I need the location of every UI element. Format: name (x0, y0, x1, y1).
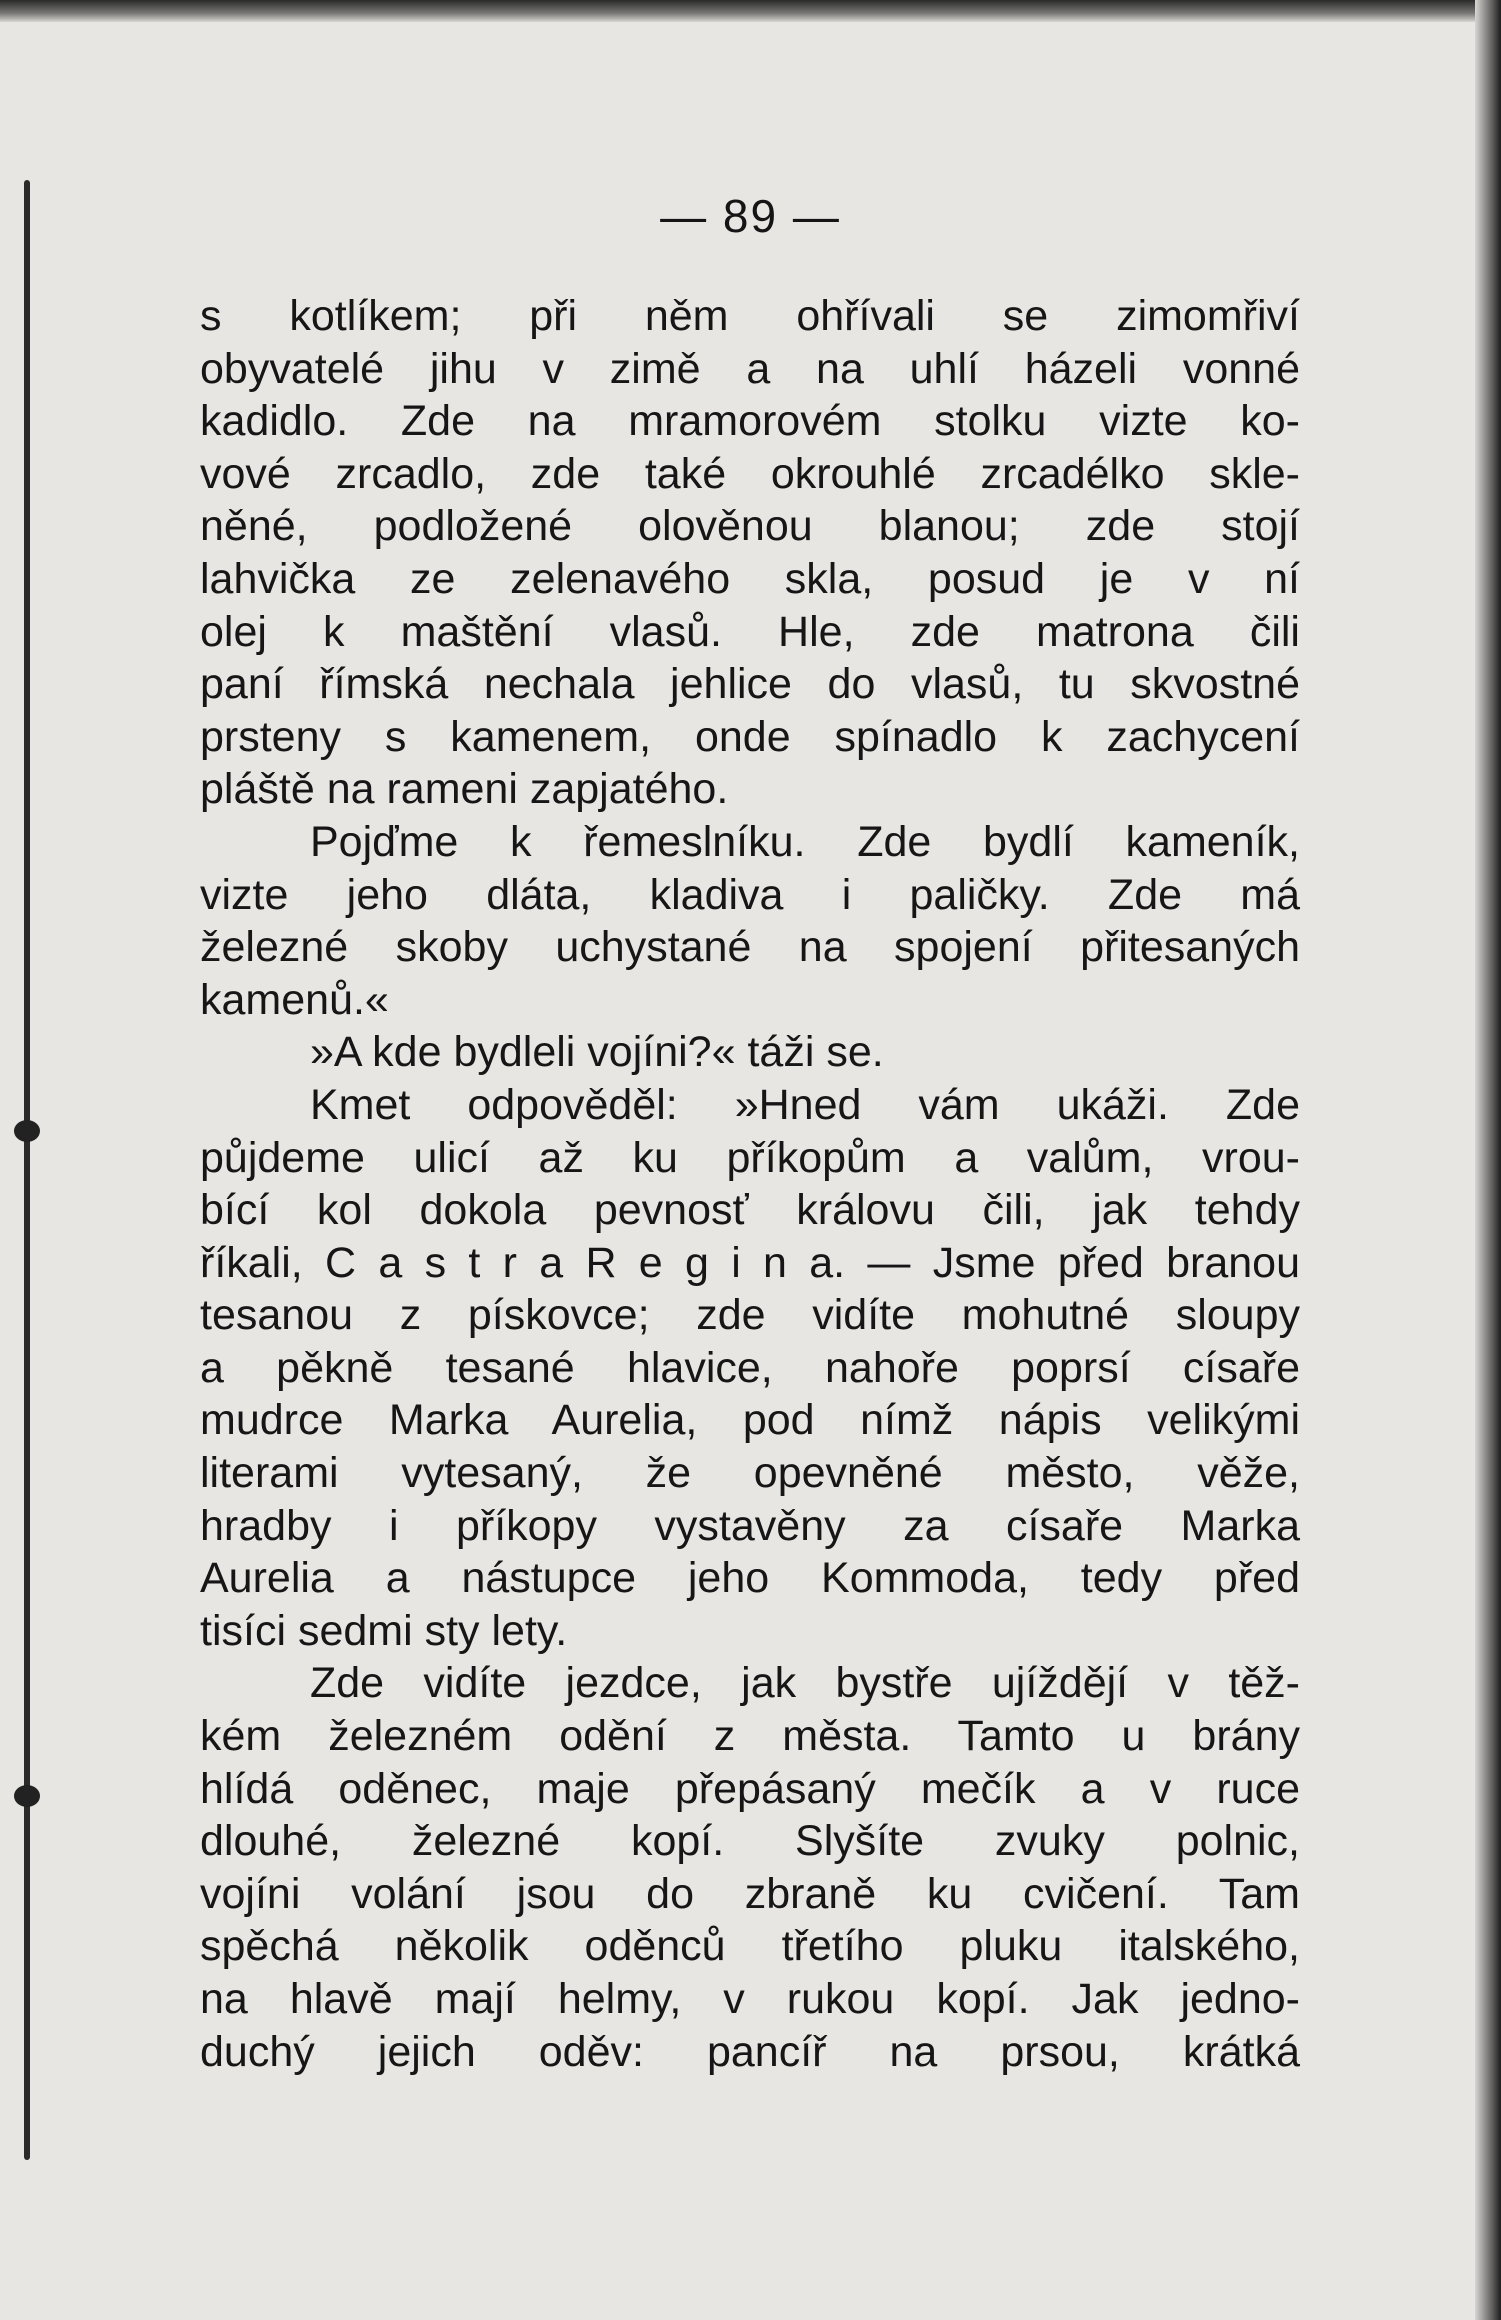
text-line: mudrce Marka Aurelia, pod nímž nápis velikými (200, 1396, 1300, 1445)
text-line: Zde vidíte jezdce, jak bystře ujíždějí v těž- (310, 1659, 1300, 1708)
body-text (200, 290, 1300, 2078)
text-line: literami vytesaný, že opevněné město, věže, (200, 1449, 1300, 1498)
text-line: půjdeme ulicí až ku příkopům a valům, vrou- (200, 1133, 1300, 1182)
text-line: něné, podložené olověnou blanou; zde stojí (200, 502, 1300, 551)
text-line: Kmet odpověděl: »Hned vám ukáži. Zde (310, 1080, 1300, 1129)
text-line: »A kde bydleli vojíni?« táži se. (310, 1028, 884, 1077)
page-number: — 89 — (660, 190, 841, 242)
binding-dot (14, 1785, 40, 1807)
text-line: spěchá několik oděnců třetího pluku italského, (200, 1922, 1300, 1971)
text-line: lahvička ze zelenavého skla, posud je v ní (200, 554, 1300, 603)
text-line: paní římská nechala jehlice do vlasů, tu skvostné (200, 660, 1300, 709)
text-line: tisíci sedmi sty lety. (200, 1606, 568, 1655)
text-line: kamenů.« (200, 975, 389, 1024)
binding-dot (14, 1120, 40, 1142)
text-line: Pojďme k řemeslníku. Zde bydlí kameník, (310, 817, 1300, 866)
text-line: bící kol dokola pevnosť královu čili, jak tehdy (200, 1186, 1300, 1235)
text-line: pláště na rameni zapjatého. (200, 765, 729, 814)
text-line: Aurelia a nástupce jeho Kommoda, tedy před (200, 1554, 1300, 1603)
page-right-edge (1475, 0, 1501, 2320)
text-line: říkali, C a s t r a R e g i n a. — Jsme před branou (200, 1238, 1300, 1287)
text-line: duchý jejich oděv: pancíř na prsou, krátká (200, 2027, 1300, 2076)
text-line: tesanou z pískovce; zde vidíte mohutné sloupy (200, 1291, 1300, 1340)
text-line: hradby i příkopy vystavěny za císaře Marka (200, 1501, 1300, 1550)
text-line: olej k maštění vlasů. Hle, zde matrona čili (200, 607, 1300, 656)
text-line: a pěkně tesané hlavice, nahoře poprsí císaře (200, 1343, 1300, 1392)
text-line: obyvatelé jihu v zimě a na uhlí házeli vonné (200, 344, 1300, 393)
text-line: kadidlo. Zde na mramorovém stolku vizte ko- (200, 397, 1300, 446)
text-line: železné skoby uchystané na spojení přitesaných (200, 923, 1300, 972)
text-line: prsteny s kamenem, onde spínadlo k zachycení (200, 712, 1300, 761)
text-line: s kotlíkem; při něm ohřívali se zimomřiví (200, 292, 1300, 340)
text-line: na hlavě mají helmy, v rukou kopí. Jak jedno- (200, 1975, 1300, 2023)
binding-line (24, 180, 30, 2160)
page-top-edge (0, 0, 1501, 22)
text-line: vizte jeho dláta, kladiva i paličky. Zde má (200, 870, 1300, 919)
text-line: kém železném odění z města. Tamto u brány (200, 1712, 1300, 1761)
text-line: hlídá oděnec, maje přepásaný mečík a v ruce (200, 1764, 1300, 1813)
text-line: dlouhé, železné kopí. Slyšíte zvuky polnic, (200, 1817, 1300, 1866)
text-line: vové zrcadlo, zde také okrouhlé zrcadélko skle- (200, 449, 1300, 498)
text-line: vojíni volání jsou do zbraně ku cvičení. Tam (200, 1869, 1300, 1918)
